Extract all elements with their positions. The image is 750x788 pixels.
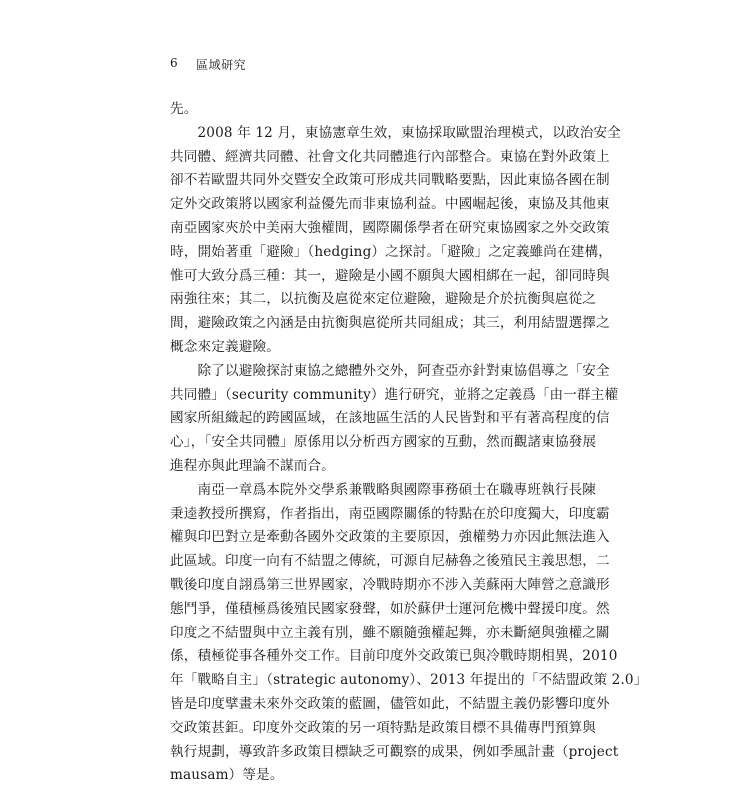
- text-line: 係，積極從事各種外交工作。目前印度外交政策已與冷戰時期相異，2010: [170, 648, 618, 665]
- text-line: 國家所組織起的跨國區域，在該地區生活的人民皆對和平有著高程度的信: [170, 410, 610, 427]
- text-line: 時，開始著重「避險」（hedging）之探討。「避險」之定義雖尚在建構，: [170, 243, 613, 260]
- text-line: mausam）等是。: [170, 767, 284, 784]
- text-line: 戰後印度自詡爲第三世界國家，冷戰時期亦不涉入美蘇兩大陣營之意識形: [170, 576, 610, 593]
- text-line: 除了以避險探討東協之總體外交外，阿查亞亦針對東協倡導之「安全: [170, 362, 610, 379]
- text-line: 進程亦與此理論不謀而合。: [170, 457, 335, 474]
- text-line: 秉逵教授所撰寫，作者指出，南亞國際關係的特點在於印度獨大，印度霸: [170, 505, 610, 522]
- text-line: 定外交政策將以國家利益優先而非東協利益。中國崛起後，東協及其他東: [170, 196, 610, 213]
- text-line: 交政策甚鉅。印度外交政策的另一項特點是政策目標不具備專門預算與: [170, 719, 597, 736]
- text-line: 皆是印度擘畫未來外交政策的藍圖，儘管如此，不結盟主義仍影響印度外: [170, 695, 610, 712]
- text-line: 兩強往來；其二，以抗衡及扈從來定位避險，避險是介於抗衡與扈從之: [170, 291, 597, 308]
- body-text: [170, 98, 648, 788]
- text-line: 2008 年 12 月，東協憲章生效，東協採取歐盟治理模式，以政治安全: [170, 124, 622, 141]
- text-line: 間，避險政策之內涵是由抗衡與扈從所共同組成；其三，利用結盟選擇之: [170, 315, 610, 332]
- text-line: 南亞國家夾於中美兩大強權間，國際關係學者在研究東協國家之外交政策: [170, 219, 610, 236]
- text-line: 先。: [170, 101, 198, 117]
- running-head: [170, 56, 246, 73]
- text-line: 心」，「安全共同體」原係用以分析西方國家的互動，然而觀諸東協發展: [170, 434, 597, 451]
- text-line: 執行規劃，導致許多政策目標缺乏可觀察的成果，例如季風計畫（project: [170, 743, 619, 760]
- text-line: 印度之不結盟與中立主義有別，雖不願隨強權起舞，亦未斷絕與強權之關: [170, 624, 610, 641]
- text-line: 惟可大致分爲三種：其一，避險是小國不願與大國相綁在一起，卻同時與: [170, 267, 610, 284]
- text-line: 此區域。印度一向有不結盟之傳統，可源自尼赫魯之後殖民主義思想，二: [170, 553, 610, 570]
- text-line: 態鬥爭，僅積極爲後殖民國家發聲，如於蘇伊士運河危機中聲援印度。然: [170, 600, 610, 617]
- text-line: 南亞一章爲本院外交學系兼戰略與國際事務碩士在職專班執行長陳: [170, 481, 597, 498]
- text-line: 概念來定義避險。: [170, 338, 280, 355]
- text-line: 權與印巴對立是牽動各國外交政策的主要原因，強權勢力亦因此無法進入: [170, 529, 610, 546]
- text-line: 共同體」（security community）進行研究，並將之定義爲「由一群主權: [170, 386, 619, 403]
- text-line: 年「戰略自主」（strategic autonomy）、2013 年提出的「不結盟政策 2.0」: [170, 672, 648, 689]
- section-title: 區域研究: [196, 58, 247, 72]
- text-line: 卻不若歐盟共同外交暨安全政策可形成共同戰略要點，因此東協各國在制: [170, 172, 610, 189]
- text-line: 共同體、經濟共同體、社會文化共同體進行內部整合。東協在對外政策上: [170, 148, 610, 165]
- page-number: 6: [170, 56, 179, 70]
